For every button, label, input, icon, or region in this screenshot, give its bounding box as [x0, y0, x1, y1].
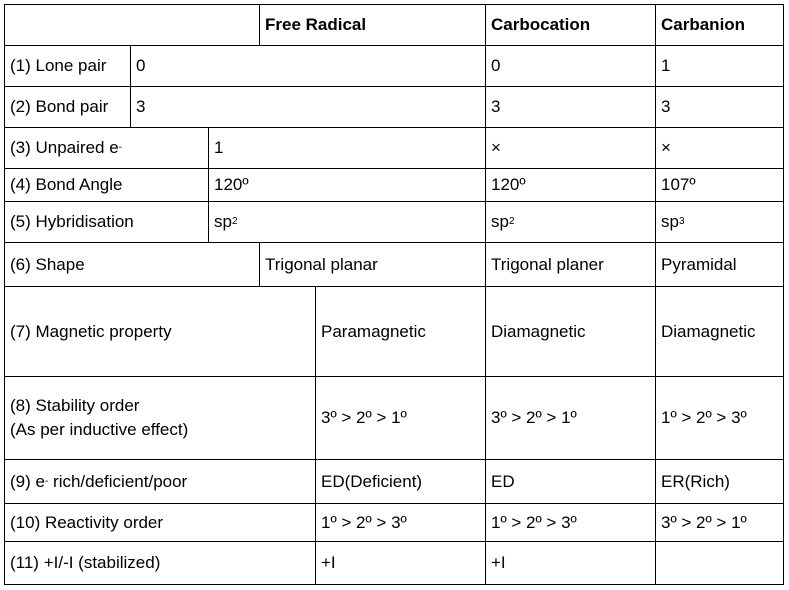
row-reactivity-carbocation: 1º > 2º > 3º — [485, 503, 656, 542]
row-magnetic-label: (7) Magnetic property — [4, 286, 316, 377]
row-electron-label: (9) e - rich/deficient/poor — [4, 459, 316, 504]
row-hybridisation-carbocation: sp 2 — [485, 201, 656, 243]
row-hybridisation-free-radical: sp 2 — [208, 201, 486, 243]
row-bond-pair-label: (2) Bond pair — [4, 86, 131, 128]
row-reactivity-free-radical: 1º > 2º > 3º — [315, 503, 486, 542]
row-bond-angle-carbocation: 120º — [485, 168, 656, 202]
row-reactivity-carbanion: 3º > 2º > 1º — [655, 503, 784, 542]
row-shape-label: (6) Shape — [4, 242, 260, 287]
row-magnetic-free-radical: Paramagnetic — [315, 286, 486, 377]
row-magnetic-carbanion: Diamagnetic — [655, 286, 784, 377]
row-stability-carbocation: 3º > 2º > 1º — [485, 376, 656, 460]
row-stability-label-line2: (As per inductive effect) — [10, 420, 189, 439]
row-electron-carbanion: ER(Rich) — [655, 459, 784, 504]
header-carbocation: Carbocation — [485, 4, 656, 46]
row-reactivity-label: (10) Reactivity order — [4, 503, 316, 542]
row-bond-pair-carbanion: 3 — [655, 86, 784, 128]
row-bond-pair-carbocation: 3 — [485, 86, 656, 128]
row-shape-carbocation: Trigonal planer — [485, 242, 656, 287]
row-magnetic-carbocation: Diamagnetic — [485, 286, 656, 377]
row-inductive-free-radical: +I — [315, 541, 486, 585]
row-bond-angle-free-radical: 120º — [208, 168, 486, 202]
row-lone-pair-label: (1) Lone pair — [4, 45, 131, 87]
row-shape-carbanion: Pyramidal — [655, 242, 784, 287]
hyb-free-radical-text: sp — [214, 212, 232, 231]
row-lone-pair-carbanion: 1 — [655, 45, 784, 87]
row-bond-angle-carbanion: 107º — [655, 168, 784, 202]
row-electron-label-post: rich/deficient/poor — [48, 471, 188, 491]
row-stability-label-line1: (8) Stability order — [10, 396, 140, 415]
row-unpaired-free-radical: 1 — [208, 127, 486, 169]
row-unpaired-carbanion: × — [655, 127, 784, 169]
row-electron-carbocation: ED — [485, 459, 656, 504]
row-electron-free-radical: ED(Deficient) — [315, 459, 486, 504]
row-inductive-carbanion — [655, 541, 784, 585]
row-inductive-label: (11) +I/-I (stabilized) — [4, 541, 316, 585]
hyb-carbanion-text: sp — [661, 212, 679, 231]
row-lone-pair-free-radical: 0 — [130, 45, 486, 87]
row-stability-carbanion: 1º > 2º > 3º — [655, 376, 784, 460]
row-hybridisation-label: (5) Hybridisation — [4, 201, 209, 243]
row-stability-free-radical: 3º > 2º > 1º — [315, 376, 486, 460]
row-unpaired-label: (3) Unpaired e - — [4, 127, 209, 169]
header-blank-cell — [4, 4, 260, 46]
row-unpaired-label-text: (3) Unpaired e — [10, 138, 119, 157]
row-electron-label-pre: (9) e — [10, 471, 45, 491]
hyb-carbocation-text: sp — [491, 212, 509, 231]
row-unpaired-carbocation: × — [485, 127, 656, 169]
row-hybridisation-carbanion: sp 3 — [655, 201, 784, 243]
row-stability-label — [4, 376, 316, 460]
row-bond-angle-label: (4) Bond Angle — [4, 168, 209, 202]
row-shape-free-radical: Trigonal planar — [259, 242, 486, 287]
row-bond-pair-free-radical: 3 — [130, 86, 486, 128]
header-free-radical: Free Radical — [259, 4, 486, 46]
header-carbanion: Carbanion — [655, 4, 784, 46]
row-lone-pair-carbocation: 0 — [485, 45, 656, 87]
row-inductive-carbocation: +I — [485, 541, 656, 585]
